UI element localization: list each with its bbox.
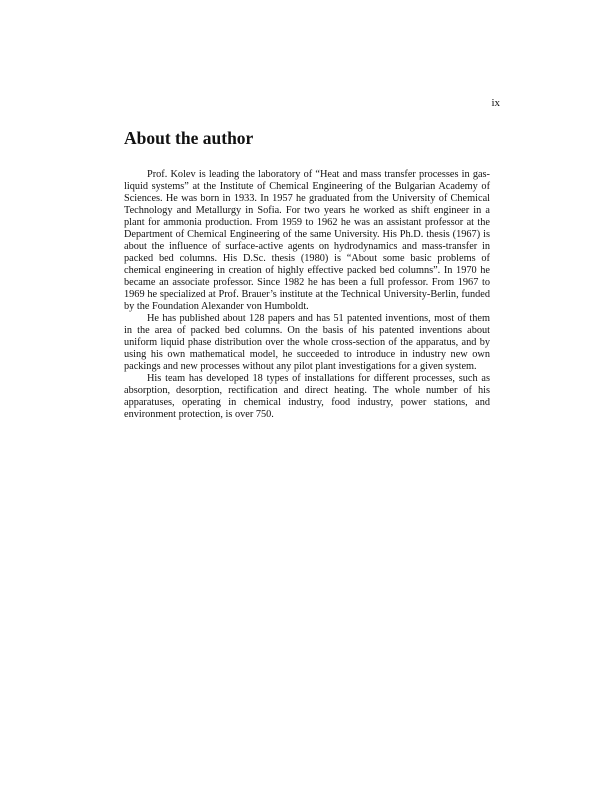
section-title: About the author (124, 128, 254, 148)
page-number: ix (491, 97, 500, 109)
paragraph-installations: His team has developed 18 types of installations for different processes, such as absorption, desorption, rectification and direct heating. The whole number of his apparatuses, operating in chemical industry, food industry, power stations, and environment protection, is over 750. (124, 373, 490, 420)
paragraph-biography: Prof. Kolev is leading the laboratory of “Heat and mass transfer processes in gas-liquid systems” at the Institute of Chemical Engineering of the Bulgarian Academy of Sciences. He was born in 1933. In 1957 he graduated from the University of Chemical Technology and Metallurgy in Sofia. For two years he worked as shift engineer in a plant for ammonia production. From 1959 to 1962 he was an assistant professor at the Department of Chemical Engineering of the same University. His Ph.D. thesis (1967) is about the influence of surface-active agents on hydrodynamics and mass-transfer in packed bed columns. His D.Sc. thesis (1980) is “About some basic problems of chemical engineering in creation of highly effective packed bed columns”. In 1970 he became an associate professor. Since 1982 he has been a full professor. From 1967 to 1969 he specialized at Prof. Brauer’s institute at the Technical University-Berlin, funded by the Foundation Alexander von Humboldt. (124, 169, 490, 312)
body-text (124, 169, 490, 421)
paragraph-publications: He has published about 128 papers and has 51 patented inventions, most of them in the area of packed bed columns. On the basis of his patented inventions about uniform liquid phase distribution over the whole cross-section of the apparatus, and by using his own mathematical model, he succeeded to introduce in industry new own packings and new processes without any pilot plant investigations for a given system. (124, 313, 490, 372)
